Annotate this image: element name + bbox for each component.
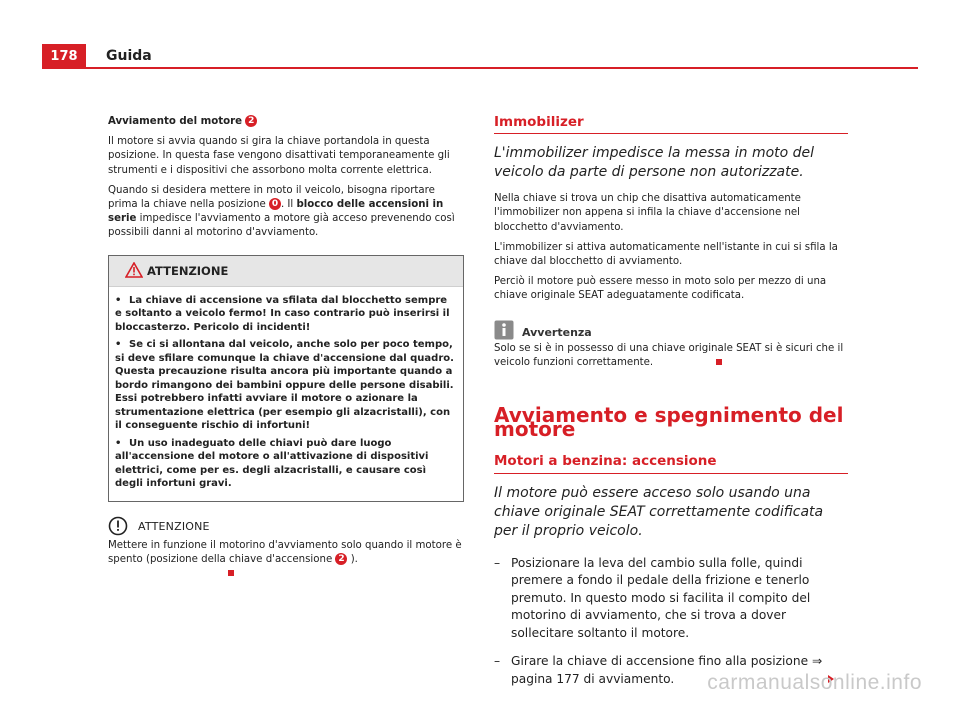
start-heading-text: Avviamento del motore bbox=[108, 116, 243, 127]
step-item bbox=[494, 555, 848, 643]
page-number: 178 bbox=[42, 44, 86, 68]
left-column bbox=[108, 115, 464, 587]
watermark: carmanualsonline.info bbox=[707, 671, 922, 694]
step-text: Posizionare la leva del cambio sulla folle, quindi premere a fondo il pedale della frizione e tenerlo premuto. In questo modo si facilita il compito del motorino di avviamento, che si trova a dover sollecitare soltanto il motore. bbox=[511, 555, 811, 640]
step-dash: – bbox=[494, 654, 501, 669]
p2-part-c: impedisce l'avviamento a motore già acceso prevenendo così possibili danni al motorino d'avviamento. bbox=[108, 213, 455, 239]
header-rule bbox=[42, 67, 918, 69]
p2-part-b: . Il bbox=[280, 199, 297, 211]
notice-block bbox=[108, 520, 464, 582]
start-text-2 bbox=[108, 184, 464, 241]
step-dash: – bbox=[494, 555, 501, 570]
warning-item: • Un uso inadeguato delle chiavi può dare luogo all'accensione del motore o all'attivazione di dispositivi elettrici, come per es. degli alzacristalli, e causare così degli infortuni gravi. bbox=[115, 437, 429, 490]
warning-item-text: La chiave di accensione va sfilata dal blocchetto sempre e soltanto a veicolo fermo! In caso contrario può inserirsi il bloccasterzo. Pericolo di incidenti! bbox=[115, 294, 450, 333]
warning-triangle-icon bbox=[125, 262, 143, 278]
caution-circle-icon bbox=[108, 516, 128, 536]
info-icon bbox=[494, 320, 514, 340]
start-heading bbox=[108, 115, 464, 129]
warning-header bbox=[109, 256, 463, 287]
start-text: Il motore si avvia quando si gira la chiave portandola in questa posizione. In questa fase vengono disattivati temporaneamente gli strumenti e i dispositivi che assorbono molta corrente elettrica. bbox=[108, 136, 450, 176]
immobilizer-text-1: Nella chiave si trova un chip che disattiva automaticamente l'immobilizer non appena si infila la chiave d'accensione nel blocchetto d'avviamento. bbox=[494, 193, 801, 233]
end-marker bbox=[228, 570, 234, 576]
note-label: Avvertenza bbox=[522, 325, 592, 339]
immobilizer-lead: L'immobilizer impedisce la messa in moto del veicolo da parte di persone non autorizzate. bbox=[494, 145, 815, 181]
right-column bbox=[494, 115, 848, 699]
p2-part-a: Quando si desidera mettere in moto il veicolo, bisogna riportare prima la chiave nella posizione bbox=[108, 184, 435, 211]
petrol-lead: Il motore può essere acceso solo usando una chiave originale SEAT correttamente codificata per il proprio veicolo. bbox=[494, 484, 824, 539]
immobilizer-text-2: L'immobilizer si attiva automaticamente nell'istante in cui si sfila la chiave dal blocchetto di avviamento. bbox=[494, 241, 838, 268]
note-header bbox=[494, 320, 848, 342]
section-title: Guida bbox=[106, 48, 152, 64]
notice-label: ATTENZIONE bbox=[138, 519, 210, 533]
immobilizer-title: Immobilizer bbox=[494, 114, 584, 130]
warning-item: • La chiave di accensione va sfilata dal blocchetto sempre e soltanto a veicolo fermo! In caso contrario può inserirsi il bloccasterzo. Pericolo di incidenti! bbox=[115, 294, 450, 333]
warning-box bbox=[108, 255, 464, 502]
notice-text-a: Mettere in funzione il motorino d'avviamento solo quando il motore è spento (posizione della chiave d'accensione bbox=[108, 539, 462, 566]
key-position-badge: 2 bbox=[245, 115, 257, 127]
warning-label: ATTENZIONE bbox=[147, 263, 229, 278]
notice-text bbox=[108, 539, 464, 582]
chapter-title: Avviamento e spegnimento del motore bbox=[494, 403, 844, 442]
warning-item-text: Se ci si allontana dal veicolo, anche solo per poco tempo, si deve sfilare comunque la chiave d'accensione dal quadro. Questa precauzione risulta ancora più importante quando a bordo rimangono dei bambini oppure delle persone disabili. Essi potrebbero infatti avviare il motore o azionare la strumentazione elettrica (per esempio gli alzacristalli), con il conseguente rischio di infortuni! bbox=[115, 339, 454, 432]
immobilizer-text-3: Perciò il motore può essere messo in moto solo per mezzo di una chiave originale SEAT adeguatamente codificata. bbox=[494, 276, 827, 302]
title-rule bbox=[494, 133, 848, 134]
key-position-badge: 2 bbox=[335, 553, 347, 565]
end-marker bbox=[716, 359, 722, 365]
petrol-title: Motori a benzina: accensione bbox=[494, 453, 717, 470]
warning-item-text: Un uso inadeguato delle chiavi può dare luogo all'accensione del motore o all'attivazione di dispositivi elettrici, come per es. degli alzacristalli, e causare così degli infortuni gravi. bbox=[115, 437, 429, 490]
notice-text-b: ). bbox=[347, 554, 358, 566]
title-rule bbox=[494, 473, 848, 474]
step-text: Girare la chiave di accensione fino alla posizione ⇒ pagina 177 di avviamento. bbox=[511, 654, 823, 686]
p2-bold: blocco delle accensioni in serie bbox=[108, 199, 444, 225]
note-text-body: Solo se si è in possesso di una chiave originale SEAT si è sicuri che il veicolo funzioni correttamente. bbox=[494, 342, 844, 368]
key-position-badge: 0 bbox=[269, 198, 281, 210]
warning-body bbox=[109, 287, 463, 501]
note-text bbox=[494, 342, 848, 370]
warning-item: • Se ci si allontana dal veicolo, anche solo per poco tempo, si deve sfilare comunque la chiave d'accensione dal quadro. Questa precauzione risulta ancora più importante quando a bordo rimangono dei bambini oppure delle persone disabili. Essi potrebbero infatti avviare il motore o azionare la strumentazione elettrica (per esempio gli alzacristalli), con il conseguente rischio di infortuni! bbox=[115, 339, 454, 432]
